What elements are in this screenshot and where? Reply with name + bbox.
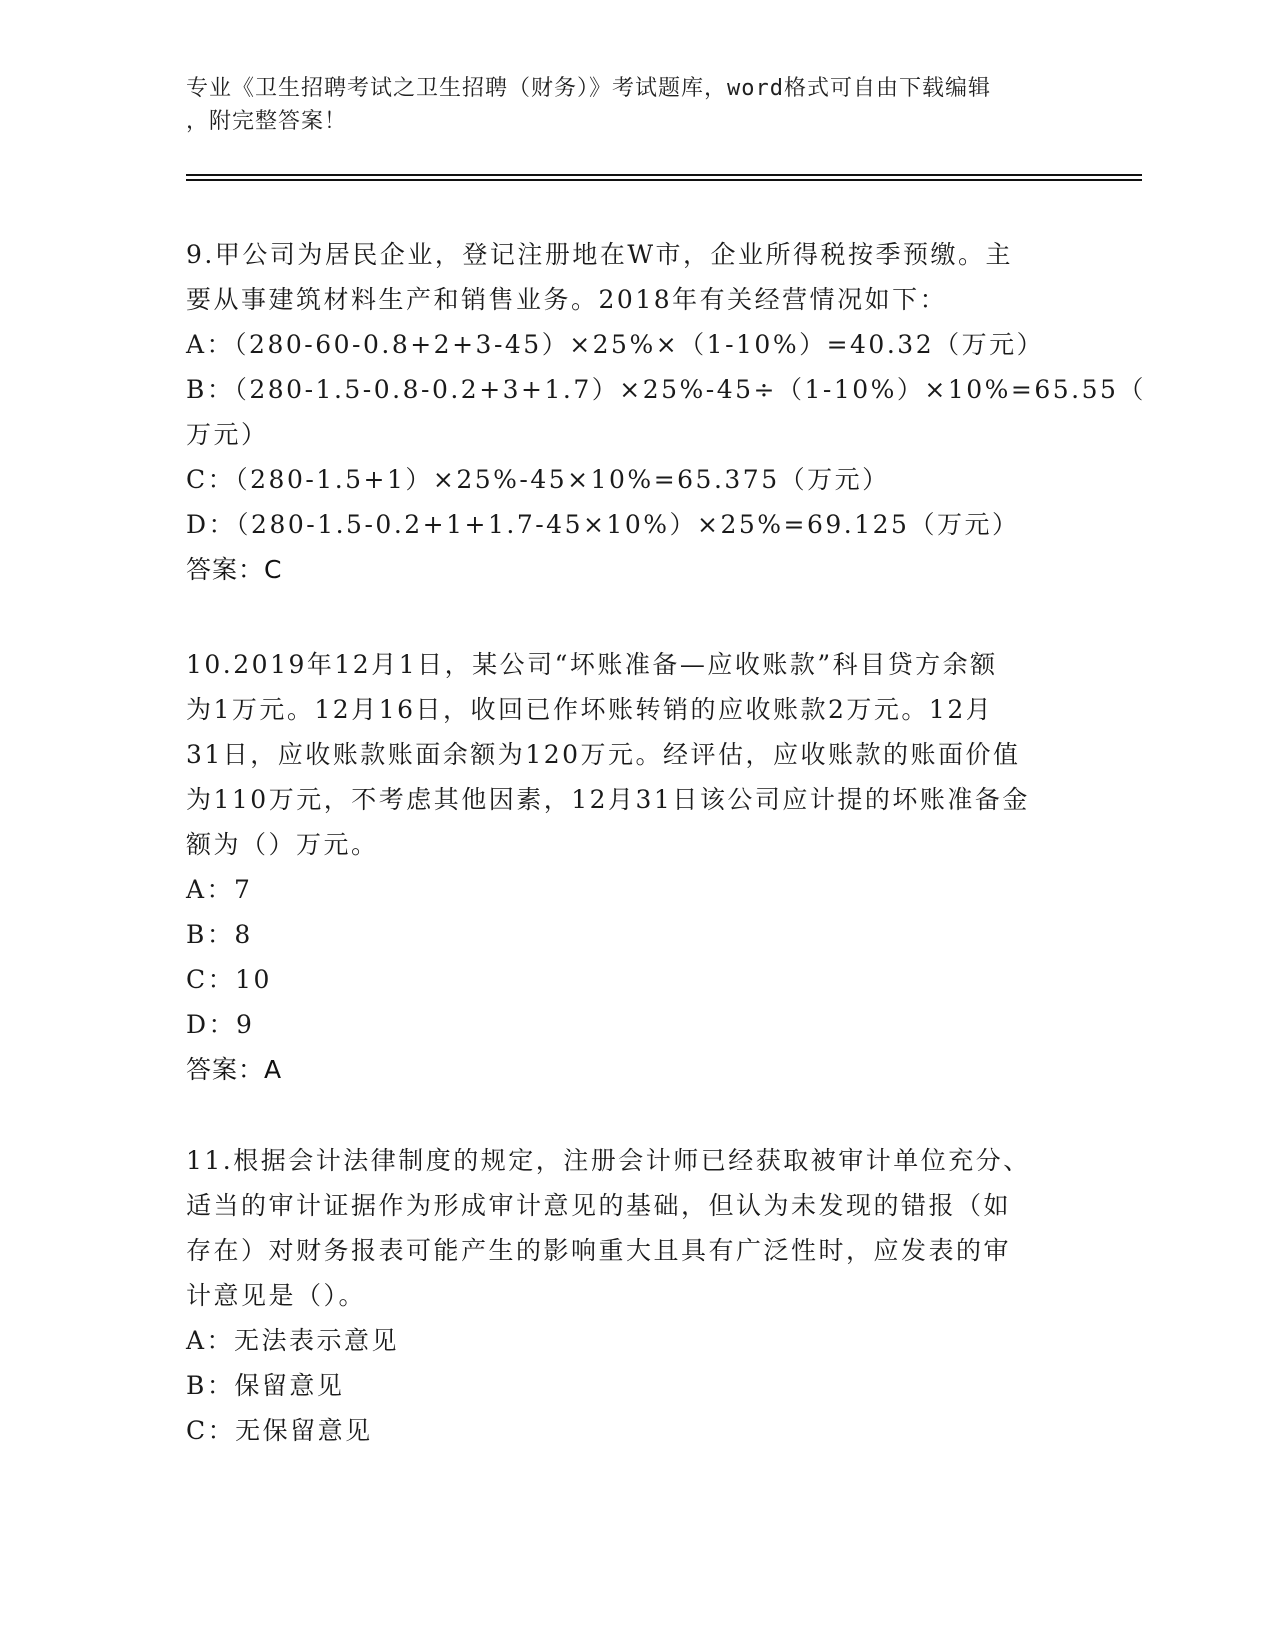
option-b: B：保留意见 (186, 1371, 345, 1400)
option-a: A：（280-60-0.8+2+3-45）×25%×（1-10%）=40.32（万元） (186, 330, 1045, 359)
question-stem-line: 适当的审计证据作为形成审计意见的基础，但认为未发现的错报（如 (186, 1191, 1012, 1220)
option-b-continued: 万元） (186, 420, 269, 449)
question-11 (186, 1138, 1066, 1453)
question-10 (186, 642, 1066, 1092)
question-stem-line: 存在）对财务报表可能产生的影响重大且具有广泛性时，应发表的审 (186, 1236, 1012, 1265)
question-stem-line: 为110万元，不考虑其他因素，12月31日该公司应计提的坏账准备金 (186, 785, 1030, 814)
option-d: D：9 (186, 1010, 255, 1039)
document-header (186, 72, 1066, 138)
option-d: D：（280-1.5-0.2+1+1.7-45×10%）×25%=69.125（万元） (186, 510, 1020, 539)
question-stem-line: 计意见是（）。 (186, 1281, 367, 1310)
option-c: C：无保留意见 (186, 1416, 373, 1445)
header-divider-bottom (186, 179, 1142, 181)
option-b: B：8 (186, 920, 253, 949)
option-b: B：（280-1.5-0.8-0.2+3+1.7）×25%-45÷（1-10%）×10%=65.55（ (186, 375, 1146, 404)
option-c: C：（280-1.5+1）×25%-45×10%=65.375（万元） (186, 465, 890, 494)
option-c: C：10 (186, 965, 272, 994)
header-line-1: 专业《卫生招聘考试之卫生招聘（财务）》考试题库，word格式可自由下载编辑 (186, 76, 991, 101)
question-stem-line: 11.根据会计法律制度的规定，注册会计师已经获取被审计单位充分、 (186, 1146, 1031, 1175)
question-stem-line: 31日，应收账款账面余额为120万元。经评估，应收账款的账面价值 (186, 740, 1021, 769)
question-stem-line: 要从事建筑材料生产和销售业务。2018年有关经营情况如下： (186, 285, 948, 314)
option-a: A：无法表示意见 (186, 1326, 400, 1355)
header-divider-top (186, 174, 1142, 176)
header-line-2: ，附完整答案！ (186, 109, 348, 134)
answer-label: 答案：C (186, 555, 283, 584)
answer-label: 答案：A (186, 1055, 283, 1084)
question-9 (186, 232, 1146, 592)
question-stem-line: 为1万元。12月16日，收回已作坏账转销的应收账款2万元。12月 (186, 695, 994, 724)
question-stem-line: 10.2019年12月1日，某公司“坏账准备—应收账款”科目贷方余额 (186, 650, 998, 679)
question-stem-line: 9.甲公司为居民企业，登记注册地在W市，企业所得税按季预缴。主 (186, 240, 1014, 269)
question-stem-line: 额为（）万元。 (186, 830, 379, 859)
option-a: A：7 (186, 875, 253, 904)
